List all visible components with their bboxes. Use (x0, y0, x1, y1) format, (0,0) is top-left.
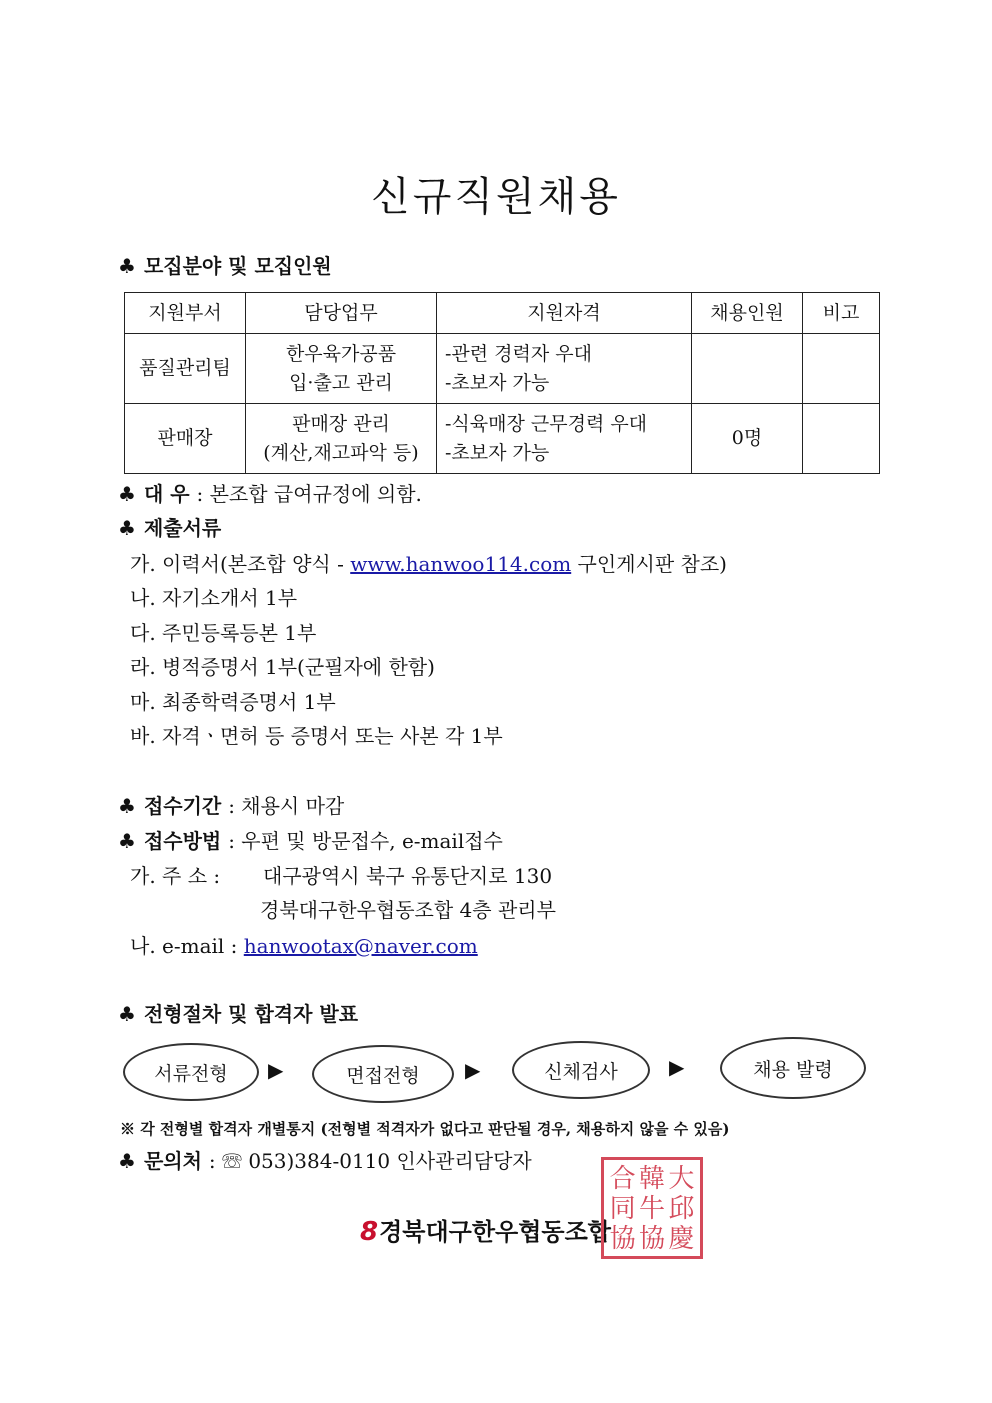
seal-char: 邱 (668, 1194, 695, 1224)
club-icon: ♣ (118, 516, 136, 540)
section-heading-text: 제출서류 (143, 516, 222, 540)
address-label: 가. 주 소 : (130, 864, 221, 888)
contact-label: 문의처 (143, 1149, 202, 1173)
section-heading-documents (118, 512, 221, 541)
document-item: 다. 주민등록등본 1부 (130, 621, 317, 645)
organization-name-text: 경북대구한우협동조합 (379, 1217, 611, 1246)
arrow-right-icon: ▶ (268, 1058, 284, 1082)
organization-logo: 8 (360, 1217, 379, 1247)
table-header-cell: 담당업무 (246, 293, 437, 334)
table-cell-qualification (437, 404, 692, 474)
document-item: 라. 병적증명서 1부(군필자에 한함) (130, 655, 435, 679)
section-heading-text: 전형절차 및 합격자 발표 (143, 1002, 359, 1026)
document-item-text: 구인게시판 참조) (571, 552, 727, 576)
period-text: : 채용시 마감 (228, 794, 345, 818)
document-item: 마. 최종학력증명서 1부 (130, 690, 336, 714)
seal-char: 協 (609, 1224, 636, 1254)
website-link[interactable]: www.hanwoo114.com (350, 552, 572, 576)
process-step: 채용 발령 (720, 1037, 866, 1099)
arrow-right-icon: ▶ (669, 1055, 685, 1079)
page-title: 신규직원채용 (371, 174, 621, 220)
treatment-line (118, 478, 422, 507)
table-cell-count: 0명 (692, 404, 803, 474)
club-icon: ♣ (118, 482, 136, 506)
seal-char: 同 (609, 1194, 636, 1224)
organization-name (360, 1212, 611, 1247)
task-line: 입·출고 관리 (289, 371, 393, 394)
document-item: 바. 자격ㆍ면허 등 증명서 또는 사본 각 1부 (130, 724, 503, 748)
table-cell-task (246, 404, 437, 474)
table-row (125, 404, 880, 474)
qualification-line: -초보자 가능 (445, 441, 550, 464)
club-icon: ♣ (118, 1149, 136, 1173)
seal-char: 協 (638, 1224, 665, 1254)
contact-line (118, 1145, 532, 1174)
email-label: 나. e-mail : (130, 934, 238, 958)
table-header-cell: 비고 (803, 293, 880, 334)
club-icon: ♣ (118, 1002, 136, 1026)
task-line: (계산,재고파악 등) (263, 441, 419, 464)
document-item-text: 가. 이력서(본조합 양식 - (130, 552, 351, 576)
task-line: 한우육가공품 (285, 342, 397, 365)
table-header-cell: 채용인원 (692, 293, 803, 334)
table-header-cell: 지원부서 (125, 293, 246, 334)
section-heading-process (118, 998, 358, 1027)
email-line (130, 930, 478, 959)
seal-char: 大 (668, 1164, 695, 1194)
task-line: 판매장 관리 (292, 412, 390, 435)
qualification-line: -초보자 가능 (445, 371, 550, 394)
method-text: : 우편 및 방문접수, e-mail접수 (228, 829, 503, 853)
process-step: 서류전형 (123, 1043, 259, 1101)
table-cell-note (803, 404, 880, 474)
table-row (125, 334, 880, 404)
seal-char: 牛 (638, 1194, 665, 1224)
table-header-cell: 지원자격 (437, 293, 692, 334)
club-icon: ♣ (118, 794, 136, 818)
table-cell-qualification (437, 334, 692, 404)
table-cell-dept: 품질관리팀 (125, 334, 246, 404)
table-cell-note (803, 334, 880, 404)
application-period-line (118, 790, 344, 819)
document-item: 나. 자기소개서 1부 (130, 586, 298, 610)
recruitment-table (124, 292, 880, 474)
official-seal (601, 1157, 703, 1259)
seal-char: 合 (609, 1164, 636, 1194)
method-label: 접수방법 (143, 829, 222, 853)
arrow-right-icon: ▶ (465, 1058, 481, 1082)
treatment-label: 대 우 (143, 482, 190, 506)
table-cell-task (246, 334, 437, 404)
table-cell-count (692, 334, 803, 404)
document-item (130, 548, 727, 577)
address-line: 대구광역시 북구 유통단지로 130 (263, 864, 553, 888)
club-icon: ♣ (118, 254, 136, 278)
table-header-row (125, 293, 880, 334)
section-heading-recruitment (118, 250, 332, 279)
contact-text: : ☏ 053)384-0110 인사관리담당자 (208, 1149, 532, 1173)
qualification-line: -관련 경력자 우대 (445, 342, 592, 365)
seal-char: 韓 (638, 1164, 665, 1194)
table-cell-dept: 판매장 (125, 404, 246, 474)
process-step: 신체검사 (512, 1041, 650, 1099)
club-icon: ♣ (118, 829, 136, 853)
qualification-line: -식육매장 근무경력 우대 (445, 412, 648, 435)
email-link[interactable]: hanwootax@naver.com (243, 934, 478, 958)
process-note: ※ 각 전형별 합격자 개별통지 (전형별 적격자가 없다고 판단될 경우, 채용하지 않을 수 있음) (120, 1120, 730, 1138)
section-heading-text: 모집분야 및 모집인원 (143, 254, 332, 278)
seal-char: 慶 (668, 1224, 695, 1254)
application-method-line (118, 825, 503, 854)
period-label: 접수기간 (143, 794, 222, 818)
address-line: 경북대구한우협동조합 4층 관리부 (260, 898, 556, 922)
process-step: 면접전형 (312, 1045, 454, 1103)
treatment-text: : 본조합 급여규정에 의함. (196, 482, 422, 506)
